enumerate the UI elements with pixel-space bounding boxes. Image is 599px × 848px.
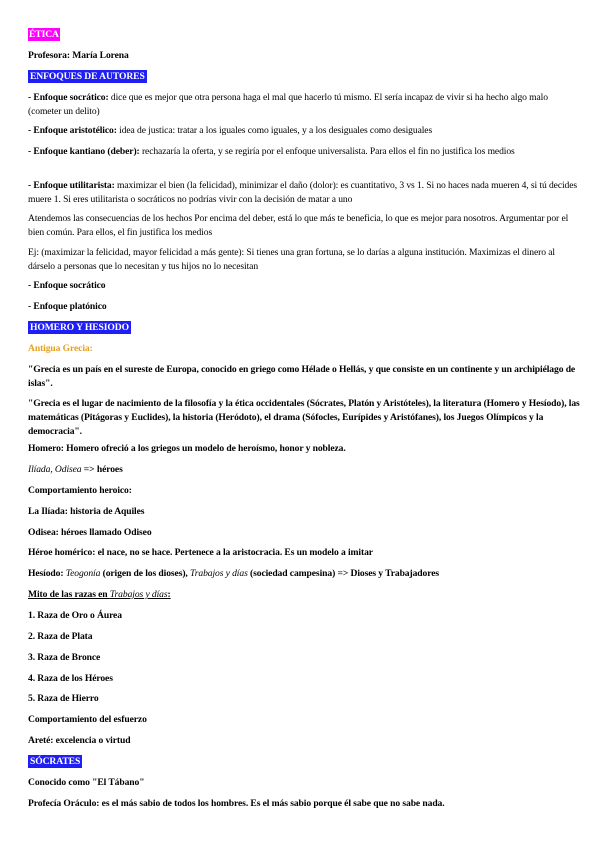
enfoque-socratico-text: dice que es mejor que otra persona haga el mal que hacerlo tú mismo. El sería incapaz de vivir si ha hecho algo malo (cometer un delito)	[28, 92, 548, 117]
iliada-odisea-title: Ilíada, Odisea	[28, 464, 82, 475]
heading-etica-text: ÉTICA	[29, 29, 59, 40]
heading-socrates-text: SÓCRATES	[30, 756, 81, 767]
mito-colon: :	[167, 589, 171, 600]
enfoque-utilitarista-text: maximizar el bien (la felicidad), minimizar el daño (dolor): es cuantitativo, 3 vs 1. Si no haces nada mueren 4, si tú decides muere 1. Si eres utilitarista o socráticos no podrías vivir con la decisión de matar a uno	[28, 180, 578, 205]
enfoque-socratico-label: - Enfoque socrático:	[28, 92, 109, 103]
raza-item: 2. Raza de Plata	[28, 631, 93, 642]
trabajos-desc: (sociedad campesina) => Dioses y Trabajadores	[247, 568, 439, 579]
odisea-line: Odisea: héroes llamado Odiseo	[28, 527, 152, 538]
profesora-line: Profesora: María Lorena	[28, 50, 129, 61]
heading-enfoques	[28, 70, 581, 84]
mito-label: Mito de las razas en	[28, 589, 110, 600]
grecia-lugar-quote: "Grecia es el lugar de nacimiento de la filosofía y la ética occidentales (Sócrates, Platón y Aristóteles), la literatura (Homero y Hesíodo), las matemáticas (Pitágoras y Euclides), la historia (Heródoto), el drama (Sófocles, Eurípides y Aristófanes), los Juegos Olímpicos y la democracia".	[28, 398, 580, 437]
comportamiento-esfuerzo: Comportamiento del esfuerzo	[28, 714, 147, 725]
tabano-line: Conocido como "El Tábano"	[28, 777, 145, 788]
enfoque-platonico-item: - Enfoque platónico	[28, 301, 107, 312]
heroe-homerico-line: Héroe homérico: el nace, no se hace. Pertenece a la aristocracia. Es un modelo a imitar	[28, 547, 373, 558]
grecia-pais-quote: "Grecia es un país en el sureste de Europa, conocido en griego como Hélade o Hellás, y que consiste en un continente y un archipiélago de islas".	[28, 364, 576, 389]
enfoque-socratico-paragraph	[28, 91, 581, 119]
raza-item: 3. Raza de Bronce	[28, 652, 101, 663]
mito-razas-line	[28, 588, 581, 602]
enfoque-aristotelico-text: idea de justica: tratar a los iguales como iguales, y a los desiguales como desiguales	[116, 125, 433, 136]
heading-etica	[28, 28, 581, 42]
teogonia-desc: (origen de los dioses),	[100, 568, 191, 579]
heading-homero	[28, 321, 581, 335]
homero-paragraph: Homero: Homero ofreció a los griegos un modelo de heroísmo, honor y nobleza.	[28, 443, 346, 454]
comportamiento-heroico: Comportamiento heroico:	[28, 485, 132, 496]
enfoque-utilitarista-paragraph	[28, 179, 581, 207]
trabajos-title: Trabajos y días	[190, 568, 248, 579]
iliada-odisea-line	[28, 463, 581, 477]
arete-line: Areté: excelencia o virtud	[28, 735, 131, 746]
enfoque-aristotelico-label: - Enfoque aristotélico:	[28, 125, 117, 136]
enfoque-aristotelico-paragraph	[28, 124, 581, 138]
raza-item: 5. Raza de Hierro	[28, 693, 99, 704]
hesiodo-line	[28, 567, 581, 581]
la-iliada-line: La Ilíada: historia de Aquiles	[28, 506, 145, 517]
profecia-line: Profecía Oráculo: es el más sabio de todos los hombres. Es el más sabio porque él sabe que no sabe nada.	[28, 798, 445, 809]
hesiodo-label: Hesíodo:	[28, 568, 66, 579]
atendemos-paragraph: Atendemos las consecuencias de los hechos Por encima del deber, está lo que más te beneficia, lo que es mejor para nosotros. Argumentar por el bien común. Para ellos, el fin justifica los medios	[28, 213, 569, 238]
enfoque-kantiano-label: - Enfoque kantiano (deber):	[28, 146, 140, 157]
ejemplo-paragraph: Ej: (maximizar la felicidad, mayor felicidad a más gente): Si tienes una gran fortuna, se lo darías a alguna institución. Maximizas el dinero al dárselo a personas que lo necesitan y tus hijos no lo necesitan	[28, 247, 555, 272]
raza-item: 1. Raza de Oro o Áurea	[28, 610, 122, 621]
enfoque-kantiano-paragraph	[28, 145, 581, 159]
raza-item: 4. Raza de los Héroes	[28, 673, 113, 684]
heroes-arrow-text: => héroes	[81, 464, 123, 475]
teogonia-title: Teogonía	[65, 568, 101, 579]
enfoque-utilitarista-label: - Enfoque utilitarista:	[28, 180, 115, 191]
enfoque-kantiano-text: rechazaría la oferta, y se regiría por el enfoque universalista. Para ellos el fin no justifica los medios	[139, 146, 515, 157]
antigua-grecia-label: Antigua Grecia:	[28, 343, 93, 354]
heading-homero-text: HOMERO Y HESIODO	[30, 322, 129, 333]
enfoque-socratico-item: - Enfoque socrático	[28, 280, 106, 291]
mito-obra: Trabajos y días	[109, 589, 168, 600]
heading-socrates	[28, 755, 581, 769]
heading-enfoques-text: ENFOQUES DE AUTORES	[30, 71, 145, 82]
